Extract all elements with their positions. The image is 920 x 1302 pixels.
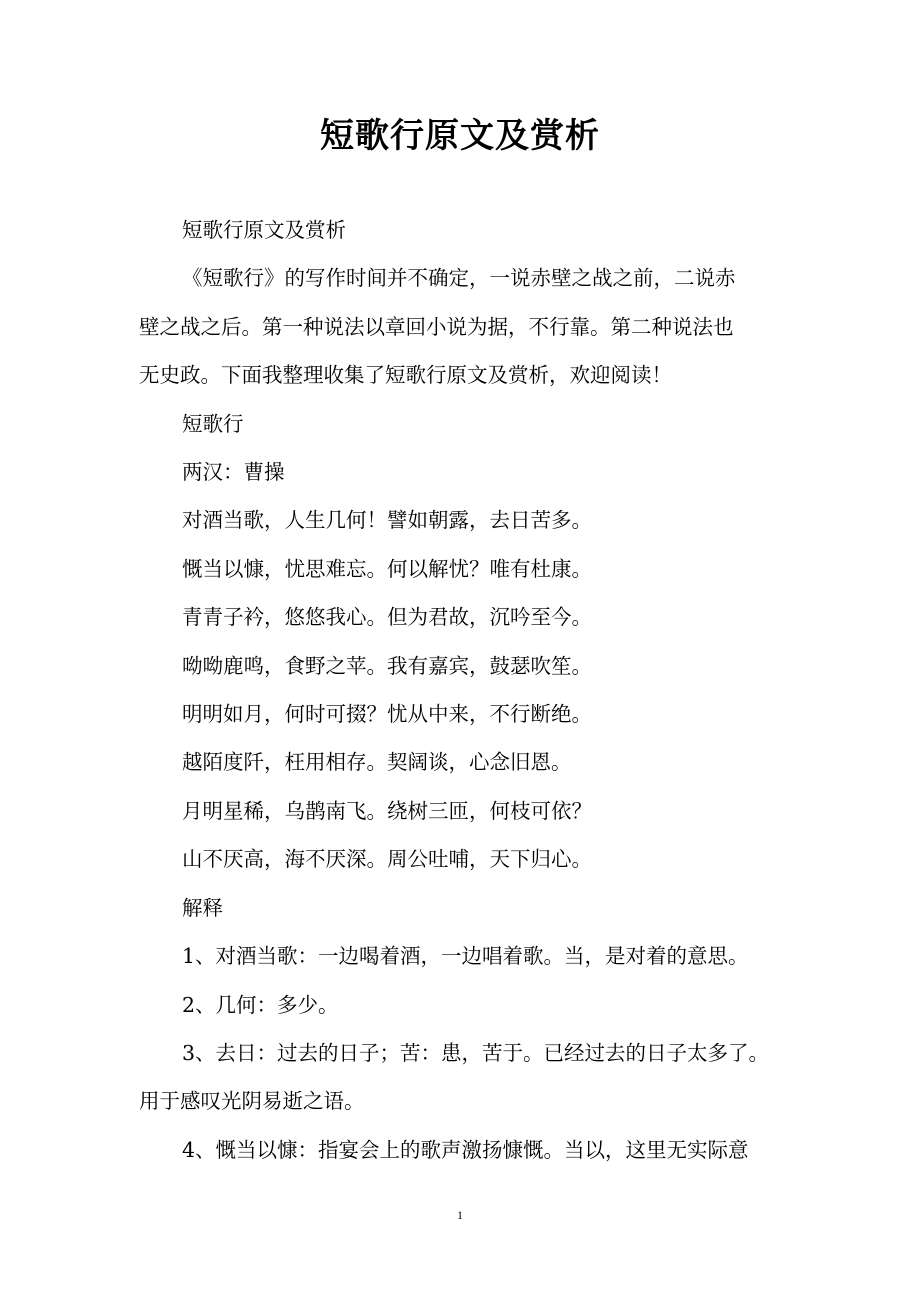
poem-line: 月明星稀，乌鹊南飞。绕树三匝，何枝可依？ bbox=[182, 798, 592, 823]
poem-line: 呦呦鹿鸣，食野之苹。我有嘉宾，鼓瑟吹笙。 bbox=[182, 653, 592, 678]
poem-line: 越陌度阡，枉用相存。契阔谈，心念旧恩。 bbox=[182, 750, 572, 775]
note-item bbox=[139, 1029, 799, 1126]
intro-line: 壁之战之后。第一种说法以章回小说为据，不行靠。第二种说法也 bbox=[139, 314, 734, 339]
poem-title: 短歌行 bbox=[182, 411, 244, 436]
intro-paragraph bbox=[139, 254, 799, 399]
document-body bbox=[139, 206, 799, 1174]
notes-heading: 解释 bbox=[182, 895, 223, 920]
poem-line: 青青子衿，悠悠我心。但为君故，沉吟至今。 bbox=[182, 605, 592, 630]
note-item: 4、慨当以慷：指宴会上的歌声激扬慷慨。当以，这里无实际意 bbox=[182, 1137, 749, 1162]
section-heading: 短歌行原文及赏析 bbox=[182, 218, 346, 242]
note-line: 用于感叹光阴易逝之语。 bbox=[139, 1089, 365, 1114]
note-item: 2、几何：多少。 bbox=[182, 992, 339, 1017]
poem-line: 对酒当歌，人生几何！譬如朝露，去日苦多。 bbox=[182, 508, 592, 533]
poem-author: 两汉：曹操 bbox=[182, 460, 285, 485]
note-line: 3、去日：过去的日子；苦：患，苦于。已经过去的日子太多了。 bbox=[182, 1040, 770, 1065]
intro-line: 《短歌行》的写作时间并不确定，一说赤壁之战之前，二说赤 bbox=[182, 266, 736, 291]
document-title: 短歌行原文及赏析 bbox=[320, 116, 600, 156]
poem-line: 明明如月，何时可掇？忧从中来，不行断绝。 bbox=[182, 702, 592, 727]
poem-line: 山不厌高，海不厌深。周公吐哺，天下归心。 bbox=[182, 847, 592, 872]
note-item: 1、对酒当歌：一边喝着酒，一边唱着歌。当，是对着的意思。 bbox=[182, 944, 749, 969]
poem-line: 慨当以慷，忧思难忘。何以解忧？唯有杜康。 bbox=[182, 556, 592, 581]
page-number: 1 bbox=[457, 1208, 463, 1222]
intro-line: 无史政。下面我整理收集了短歌行原文及赏析，欢迎阅读！ bbox=[139, 363, 672, 388]
